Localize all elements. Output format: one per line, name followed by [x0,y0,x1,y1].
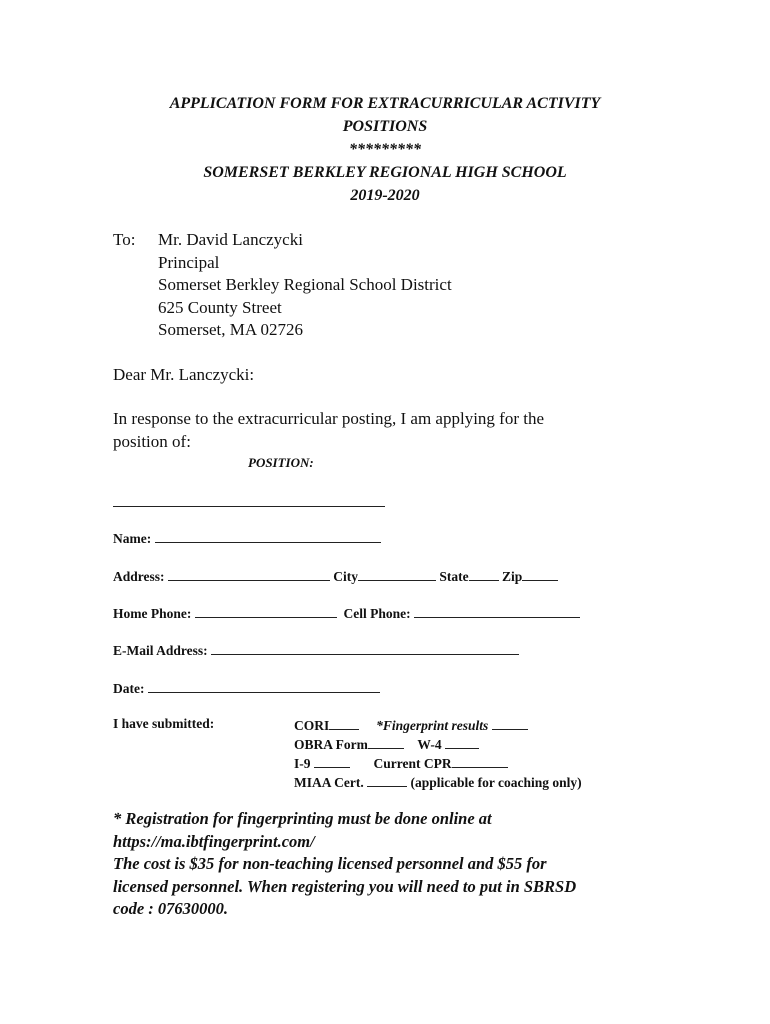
school-name: SOMERSET BERKLEY REGIONAL HIGH SCHOOL [203,164,567,181]
submitted-label: I have submitted: [113,716,215,731]
address-blank[interactable] [168,567,330,581]
note-line4: licensed personnel. When registering you will need to put in SBRSD [113,876,577,896]
note-line3: The cost is $35 for non-teaching licensed personnel and $55 for [113,854,547,873]
school-year: 2019-2020 [350,187,420,204]
obra-blank[interactable] [368,735,404,749]
recipient-city-state-zip: Somerset, MA 02726 [158,320,303,339]
title-separator: ********* [349,141,421,158]
name-row [113,529,381,548]
submitted-line2 [294,735,479,754]
i9-label: I-9 [294,756,311,771]
cpr-blank[interactable] [452,754,508,768]
address-label: Address: [113,569,165,584]
intro-line1: In response to the extracurricular posting, I am applying for the [113,409,545,428]
home-phone-blank[interactable] [195,604,337,618]
fingerprint-blank[interactable] [492,716,528,730]
miaa-label: MIAA Cert. [294,775,364,790]
submitted-line1 [294,716,528,735]
city-label: City [333,569,359,584]
cori-blank[interactable] [329,716,359,730]
cpr-label: Current CPR [373,756,452,771]
i9-blank[interactable] [314,754,350,768]
address-row [113,567,558,586]
recipient-organization: Somerset Berkley Regional School District [158,275,452,294]
cell-phone-blank[interactable] [414,604,580,618]
to-label: To: [113,230,136,249]
name-blank[interactable] [155,529,381,543]
email-row [113,641,519,660]
w4-label: W-4 [417,737,442,752]
cell-phone-label: Cell Phone: [343,606,411,621]
position-label: POSITION: [248,455,314,470]
city-blank[interactable] [358,567,436,581]
fingerprint-label: *Fingerprint results [376,718,489,733]
w4-blank[interactable] [445,735,479,749]
fingerprint-url: https://ma.ibtfingerprint.com/ [113,831,315,851]
salutation: Dear Mr. Lanczycki: [113,365,255,384]
date-blank[interactable] [148,679,380,693]
home-phone-label: Home Phone: [113,606,192,621]
submitted-line4 [294,773,582,792]
miaa-note: (applicable for coaching only) [410,775,582,790]
fingerprint-note [113,808,673,921]
date-label: Date: [113,681,145,696]
recipient-street: 625 County Street [158,297,282,317]
intro-paragraph [113,408,544,453]
state-label: State [439,569,469,584]
phone-row [113,604,580,623]
state-blank[interactable] [469,567,499,581]
recipient-name: Mr. David Lanczycki [158,230,303,249]
submitted-line3 [294,754,508,773]
note-line1: * Registration for fingerprinting must be done online at [113,809,492,828]
form-title-line2: POSITIONS [342,118,428,135]
name-label: Name: [113,531,152,546]
email-blank[interactable] [211,641,519,655]
sbrsd-code: code : 07630000. [113,899,229,918]
date-row [113,679,380,698]
cori-label: CORI [294,718,330,733]
email-label: E-Mail Address: [113,643,208,658]
intro-line2: position of: [113,431,191,451]
recipient-address [158,229,452,342]
position-blank[interactable] [113,506,385,507]
obra-label: OBRA Form [294,737,368,752]
zip-blank[interactable] [522,567,558,581]
recipient-title: Principal [158,252,220,272]
form-title-line1: APPLICATION FORM FOR EXTRACURRICULAR ACTIVITY [169,95,601,112]
miaa-blank[interactable] [367,773,407,787]
zip-label: Zip [502,569,523,584]
